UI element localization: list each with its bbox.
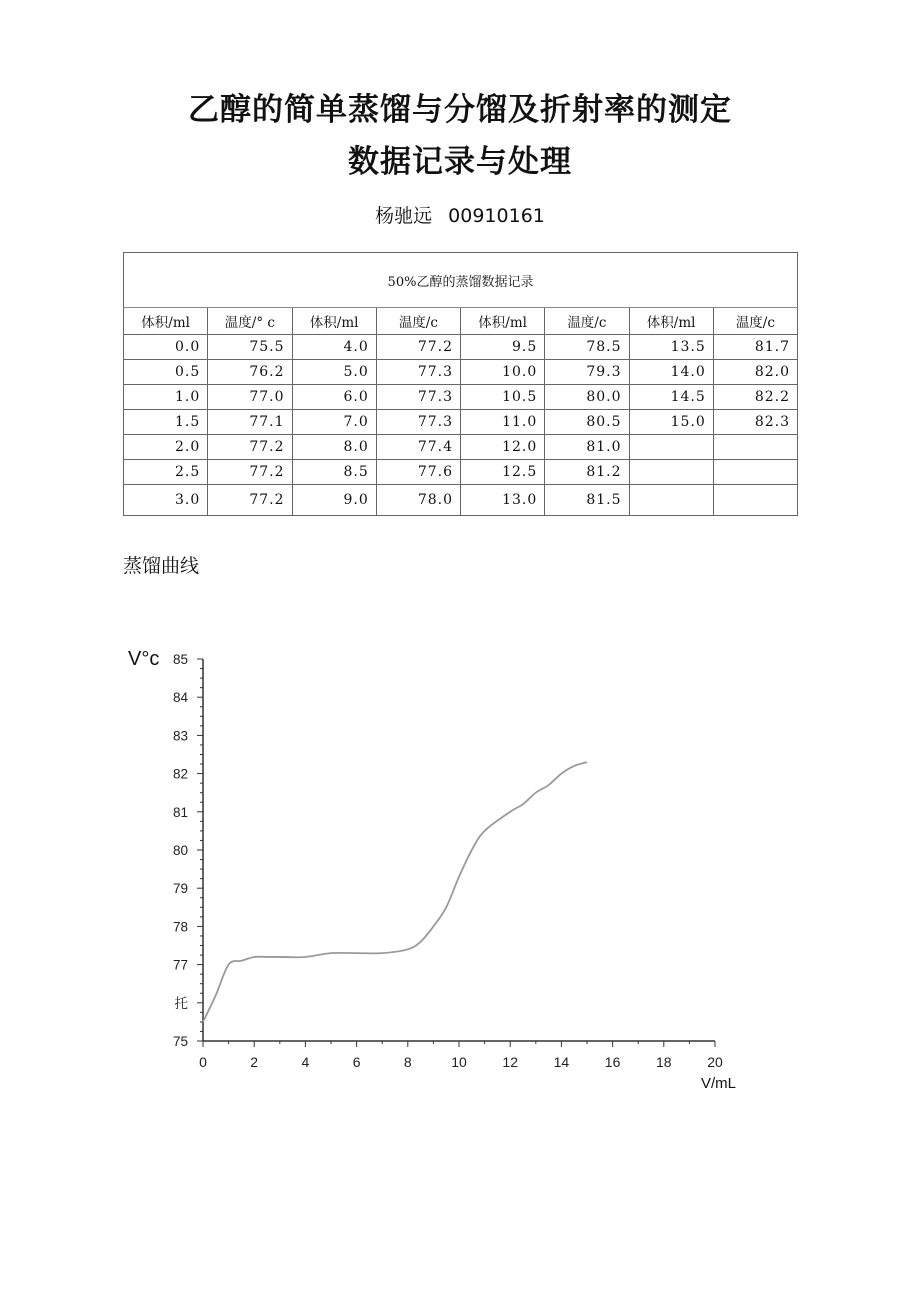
x-tick-label: 14 [553,1054,570,1070]
column-header: 体积/ml [461,308,545,335]
table-cell: 77.0 [208,385,292,410]
column-header: 温度/c [376,308,460,335]
y-tick-label: 78 [172,919,188,935]
y-tick-label: 托 [174,995,188,1011]
table-cell: 77.1 [208,410,292,435]
table-cell: 1.5 [124,410,208,435]
x-tick-label: 0 [199,1054,207,1070]
table-cell: 14.5 [629,385,713,410]
page-subtitle: 数据记录与处理 [348,144,572,180]
y-tick-label: 81 [172,804,188,820]
x-tick-label: 2 [250,1054,259,1070]
y-tick-label: 77 [172,957,188,973]
x-tick-label: 4 [301,1054,310,1070]
y-tick-label: 84 [172,690,188,706]
table-cell: 3.0 [124,485,208,516]
table-cell: 14.0 [629,360,713,385]
table-cell: 79.3 [545,360,629,385]
table-cell: 77.2 [208,485,292,516]
y-tick-label: 79 [172,881,188,897]
column-header: 体积/ml [124,308,208,335]
x-tick-label: 12 [502,1054,518,1070]
table-cell: 0.0 [124,335,208,360]
table-cell: 75.5 [208,335,292,360]
chart-axes [203,659,715,1041]
table-cell: 81.5 [545,485,629,516]
curve-section-title: 蒸馏曲线 [123,555,200,577]
y-tick-label: 83 [172,728,188,744]
table-cell: 7.0 [292,410,376,435]
table-cell: 13.5 [629,335,713,360]
x-tick-label: 10 [451,1054,467,1070]
table-cell: 82.3 [713,410,797,435]
table-cell: 2.0 [124,435,208,460]
table-cell: 13.0 [461,485,545,516]
table-cell: 2.5 [124,460,208,485]
table-cell: 8.5 [292,460,376,485]
y-axis-label: V°c [128,648,160,670]
series-line [203,762,587,1022]
table-cell: 77.2 [208,460,292,485]
table-cell: 77.2 [208,435,292,460]
table-cell: 77.3 [376,410,460,435]
chart-plot-area [203,762,587,1022]
table-cell: 82.0 [713,360,797,385]
column-header: 体积/ml [629,308,713,335]
y-tick-label: 80 [172,843,188,858]
table-cell: 12.5 [461,460,545,485]
table-cell: 77.6 [376,460,460,485]
table-cell: 11.0 [461,410,545,435]
table-cell: 77.3 [376,360,460,385]
table-cell: 9.5 [461,335,545,360]
x-tick-label: 6 [352,1054,361,1070]
y-tick-label: 85 [172,652,188,667]
table-cell: 77.3 [376,385,460,410]
table-cell: 81.0 [545,435,629,460]
table-cell: 77.2 [376,335,460,360]
table-caption: 50%乙醇的蒸馏数据记录 [124,253,798,308]
x-tick-label: 8 [403,1054,412,1070]
table-cell: 80.0 [545,385,629,410]
table-cell: 81.2 [545,460,629,485]
table-cell: 10.5 [461,385,545,410]
column-header: 温度/c [713,308,797,335]
page-title: 乙醇的简单蒸馏与分馏及折射率的测定 [188,92,732,128]
column-header: 体积/ml [292,308,376,335]
table-cell: 8.0 [292,435,376,460]
table-cell: 4.0 [292,335,376,360]
table-cell: 10.0 [461,360,545,385]
table-cell: 78.0 [376,485,460,516]
table-cell: 78.5 [545,335,629,360]
author-name: 杨驰远 [375,205,433,227]
table-cell: 5.0 [292,360,376,385]
y-tick-label: 82 [172,766,188,782]
chart-ticks [173,652,723,1070]
x-tick-label: 20 [707,1054,723,1070]
column-header: 温度/c [545,308,629,335]
table-cell: 12.0 [461,435,545,460]
table-cell: 80.5 [545,410,629,435]
x-axis-label: V/mL [701,1075,737,1092]
table-cell: 82.2 [713,385,797,410]
table-cell: 9.0 [292,485,376,516]
student-id: 00910161 [448,205,545,227]
table-cell: 1.0 [124,385,208,410]
table-cell: 81.7 [713,335,797,360]
table-cell: 0.5 [124,360,208,385]
table-cell: 15.0 [629,410,713,435]
table-cell: 76.2 [208,360,292,385]
table-cell: 6.0 [292,385,376,410]
x-tick-label: 18 [656,1054,672,1070]
y-tick-label: 75 [172,1034,188,1049]
x-tick-label: 16 [604,1054,621,1070]
column-header: 温度/° c [208,308,292,335]
table-cell: 77.4 [376,435,460,460]
